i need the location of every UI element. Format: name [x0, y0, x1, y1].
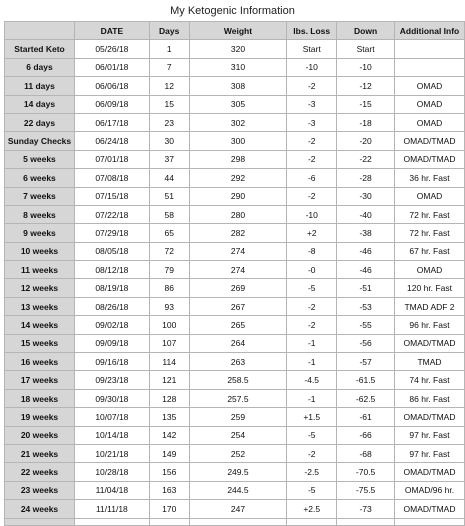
- down-cell: -18: [337, 113, 395, 131]
- date-cell: 07/15/18: [74, 187, 149, 205]
- date-cell: 08/19/18: [74, 279, 149, 297]
- blank-cell: [287, 518, 337, 525]
- down-cell: -55: [337, 316, 395, 334]
- date-cell: 11/11/18: [74, 500, 149, 518]
- date-cell: 10/28/18: [74, 463, 149, 481]
- days-cell: 86: [149, 279, 189, 297]
- loss-cell: -5: [287, 481, 337, 499]
- loss-cell: -0: [287, 261, 337, 279]
- loss-cell: -2.5: [287, 463, 337, 481]
- blank-cell: [189, 518, 287, 525]
- info-cell: [395, 40, 465, 58]
- down-cell: -46: [337, 261, 395, 279]
- days-cell: 1: [149, 40, 189, 58]
- down-cell: -61.5: [337, 371, 395, 389]
- table-row: [5, 334, 465, 352]
- weight-cell: 320: [189, 40, 287, 58]
- table-row: [5, 261, 465, 279]
- table-row: [5, 224, 465, 242]
- loss-cell: -2: [287, 187, 337, 205]
- date-cell: 07/08/18: [74, 169, 149, 187]
- weight-cell: 265: [189, 316, 287, 334]
- loss-cell: Start: [287, 40, 337, 58]
- weight-cell: 244.5: [189, 481, 287, 499]
- weight-cell: 300: [189, 132, 287, 150]
- down-cell: -10: [337, 58, 395, 76]
- down-cell: -15: [337, 95, 395, 113]
- date-cell: 11/04/18: [74, 481, 149, 499]
- row-label: 12 weeks: [5, 279, 75, 297]
- loss-cell: -5: [287, 279, 337, 297]
- loss-cell: -1: [287, 334, 337, 352]
- info-cell: 96 hr. Fast: [395, 316, 465, 334]
- table-row: [5, 389, 465, 407]
- loss-cell: -10: [287, 205, 337, 223]
- days-cell: 65: [149, 224, 189, 242]
- row-label: 11 days: [5, 77, 75, 95]
- row-label: Sunday Checks: [5, 132, 75, 150]
- date-cell: 06/17/18: [74, 113, 149, 131]
- row-label: 8 weeks: [5, 205, 75, 223]
- date-cell: 06/06/18: [74, 77, 149, 95]
- weight-cell: 263: [189, 353, 287, 371]
- date-cell: 08/12/18: [74, 261, 149, 279]
- blank-row: [5, 518, 465, 525]
- weight-cell: 252: [189, 444, 287, 462]
- days-cell: 149: [149, 444, 189, 462]
- header-row: [5, 22, 465, 40]
- row-label: 15 weeks: [5, 334, 75, 352]
- weight-cell: 308: [189, 77, 287, 95]
- info-cell: OMAD/TMAD: [395, 150, 465, 168]
- days-cell: 156: [149, 463, 189, 481]
- down-cell: -40: [337, 205, 395, 223]
- days-cell: 12: [149, 77, 189, 95]
- info-cell: 67 hr. Fast: [395, 242, 465, 260]
- table-row: [5, 205, 465, 223]
- days-cell: 79: [149, 261, 189, 279]
- days-cell: 7: [149, 58, 189, 76]
- info-cell: 120 hr. Fast: [395, 279, 465, 297]
- date-cell: 07/01/18: [74, 150, 149, 168]
- days-cell: 114: [149, 353, 189, 371]
- info-cell: OMAD/TMAD: [395, 463, 465, 481]
- weight-cell: 290: [189, 187, 287, 205]
- row-label: Started Keto: [5, 40, 75, 58]
- info-cell: OMAD/TMAD: [395, 500, 465, 518]
- table-row: [5, 316, 465, 334]
- info-cell: 97 hr. Fast: [395, 426, 465, 444]
- down-cell: -22: [337, 150, 395, 168]
- date-cell: 09/23/18: [74, 371, 149, 389]
- info-cell: TMAD ADF 2: [395, 297, 465, 315]
- date-cell: 09/09/18: [74, 334, 149, 352]
- loss-cell: -1: [287, 389, 337, 407]
- down-cell: -70.5: [337, 463, 395, 481]
- weight-cell: 247: [189, 500, 287, 518]
- days-cell: 142: [149, 426, 189, 444]
- row-label: 5 weeks: [5, 150, 75, 168]
- days-cell: 128: [149, 389, 189, 407]
- weight-log-table: [4, 21, 465, 526]
- days-cell: 30: [149, 132, 189, 150]
- weight-cell: 269: [189, 279, 287, 297]
- loss-cell: +2: [287, 224, 337, 242]
- loss-cell: -2: [287, 77, 337, 95]
- table-row: [5, 242, 465, 260]
- weight-cell: 274: [189, 242, 287, 260]
- table-row: [5, 481, 465, 499]
- days-cell: 100: [149, 316, 189, 334]
- loss-cell: -10: [287, 58, 337, 76]
- down-cell: -46: [337, 242, 395, 260]
- loss-cell: +1.5: [287, 408, 337, 426]
- days-cell: 37: [149, 150, 189, 168]
- corner-cell: [5, 22, 75, 40]
- weight-cell: 258.5: [189, 371, 287, 389]
- down-cell: -51: [337, 279, 395, 297]
- date-cell: 06/01/18: [74, 58, 149, 76]
- column-header-date: DATE: [74, 22, 149, 40]
- days-cell: 170: [149, 500, 189, 518]
- row-label: 14 weeks: [5, 316, 75, 334]
- table-row: [5, 426, 465, 444]
- date-cell: 06/24/18: [74, 132, 149, 150]
- down-cell: -38: [337, 224, 395, 242]
- table-row: [5, 187, 465, 205]
- row-label: 20 weeks: [5, 426, 75, 444]
- loss-cell: -5: [287, 426, 337, 444]
- days-cell: 23: [149, 113, 189, 131]
- weight-cell: 257.5: [189, 389, 287, 407]
- table-row: [5, 371, 465, 389]
- loss-cell: -1: [287, 353, 337, 371]
- loss-cell: -3: [287, 113, 337, 131]
- table-row: [5, 132, 465, 150]
- info-cell: 72 hr. Fast: [395, 224, 465, 242]
- table-row: [5, 408, 465, 426]
- table-row: [5, 444, 465, 462]
- down-cell: -30: [337, 187, 395, 205]
- loss-cell: -2: [287, 150, 337, 168]
- row-label: 6 weeks: [5, 169, 75, 187]
- date-cell: 07/22/18: [74, 205, 149, 223]
- days-cell: 15: [149, 95, 189, 113]
- info-cell: 86 hr. Fast: [395, 389, 465, 407]
- days-cell: 135: [149, 408, 189, 426]
- weight-cell: 264: [189, 334, 287, 352]
- date-cell: 10/21/18: [74, 444, 149, 462]
- loss-cell: -3: [287, 95, 337, 113]
- down-cell: -61: [337, 408, 395, 426]
- down-cell: -56: [337, 334, 395, 352]
- weight-cell: 298: [189, 150, 287, 168]
- row-label: 9 weeks: [5, 224, 75, 242]
- row-label: 17 weeks: [5, 371, 75, 389]
- date-cell: 09/16/18: [74, 353, 149, 371]
- info-cell: 36 hr. Fast: [395, 169, 465, 187]
- down-cell: -20: [337, 132, 395, 150]
- loss-cell: -2: [287, 132, 337, 150]
- days-cell: 44: [149, 169, 189, 187]
- weight-cell: 274: [189, 261, 287, 279]
- info-cell: OMAD/TMAD: [395, 334, 465, 352]
- column-header-info: Additional Info: [395, 22, 465, 40]
- loss-cell: +2.5: [287, 500, 337, 518]
- date-cell: 08/05/18: [74, 242, 149, 260]
- row-label: 23 weeks: [5, 481, 75, 499]
- weight-cell: 254: [189, 426, 287, 444]
- table-row: [5, 279, 465, 297]
- loss-cell: -2: [287, 297, 337, 315]
- loss-cell: -4.5: [287, 371, 337, 389]
- table-row: [5, 500, 465, 518]
- weight-cell: 249.5: [189, 463, 287, 481]
- row-label: 21 weeks: [5, 444, 75, 462]
- row-label: 6 days: [5, 58, 75, 76]
- blank-cell: [74, 518, 149, 525]
- date-cell: 09/02/18: [74, 316, 149, 334]
- down-cell: -62.5: [337, 389, 395, 407]
- blank-cell: [5, 518, 75, 525]
- loss-cell: -8: [287, 242, 337, 260]
- loss-cell: -2: [287, 316, 337, 334]
- page-title: My Ketogenic Information: [170, 5, 295, 17]
- down-cell: Start: [337, 40, 395, 58]
- down-cell: -12: [337, 77, 395, 95]
- blank-cell: [149, 518, 189, 525]
- info-cell: OMAD: [395, 261, 465, 279]
- info-cell: OMAD: [395, 187, 465, 205]
- info-cell: TMAD: [395, 353, 465, 371]
- row-label: 19 weeks: [5, 408, 75, 426]
- info-cell: 97 hr. Fast: [395, 444, 465, 462]
- info-cell: OMAD/TMAD: [395, 408, 465, 426]
- table-row: [5, 40, 465, 58]
- weight-cell: 292: [189, 169, 287, 187]
- row-label: 22 weeks: [5, 463, 75, 481]
- weight-cell: 305: [189, 95, 287, 113]
- info-cell: 72 hr. Fast: [395, 205, 465, 223]
- table-row: [5, 297, 465, 315]
- blank-cell: [395, 518, 465, 525]
- row-label: 22 days: [5, 113, 75, 131]
- column-header-down: Down: [337, 22, 395, 40]
- down-cell: -68: [337, 444, 395, 462]
- date-cell: 10/07/18: [74, 408, 149, 426]
- days-cell: 163: [149, 481, 189, 499]
- loss-cell: -6: [287, 169, 337, 187]
- date-cell: 08/26/18: [74, 297, 149, 315]
- info-cell: OMAD/TMAD: [395, 132, 465, 150]
- column-header-days: Days: [149, 22, 189, 40]
- date-cell: 10/14/18: [74, 426, 149, 444]
- table-row: [5, 353, 465, 371]
- weight-cell: 267: [189, 297, 287, 315]
- weight-cell: 280: [189, 205, 287, 223]
- column-header-loss: lbs. Loss: [287, 22, 337, 40]
- row-label: 10 weeks: [5, 242, 75, 260]
- date-cell: 05/26/18: [74, 40, 149, 58]
- column-header-weight: Weight: [189, 22, 287, 40]
- row-label: 16 weeks: [5, 353, 75, 371]
- table-row: [5, 463, 465, 481]
- weight-cell: 310: [189, 58, 287, 76]
- days-cell: 58: [149, 205, 189, 223]
- info-cell: [395, 58, 465, 76]
- down-cell: -53: [337, 297, 395, 315]
- days-cell: 121: [149, 371, 189, 389]
- loss-cell: -2: [287, 444, 337, 462]
- days-cell: 51: [149, 187, 189, 205]
- date-cell: 09/30/18: [74, 389, 149, 407]
- down-cell: -73: [337, 500, 395, 518]
- blank-cell: [337, 518, 395, 525]
- down-cell: -57: [337, 353, 395, 371]
- weight-cell: 282: [189, 224, 287, 242]
- info-cell: OMAD: [395, 95, 465, 113]
- down-cell: -75.5: [337, 481, 395, 499]
- date-cell: 07/29/18: [74, 224, 149, 242]
- table-row: [5, 150, 465, 168]
- table-row: [5, 77, 465, 95]
- table-row: [5, 169, 465, 187]
- days-cell: 72: [149, 242, 189, 260]
- down-cell: -28: [337, 169, 395, 187]
- weight-cell: 302: [189, 113, 287, 131]
- down-cell: -66: [337, 426, 395, 444]
- row-label: 11 weeks: [5, 261, 75, 279]
- row-label: 13 weeks: [5, 297, 75, 315]
- weight-cell: 259: [189, 408, 287, 426]
- row-label: 18 weeks: [5, 389, 75, 407]
- date-cell: 06/09/18: [74, 95, 149, 113]
- table-row: [5, 58, 465, 76]
- info-cell: OMAD: [395, 113, 465, 131]
- days-cell: 93: [149, 297, 189, 315]
- row-label: 24 weeks: [5, 500, 75, 518]
- row-label: 7 weeks: [5, 187, 75, 205]
- info-cell: OMAD: [395, 77, 465, 95]
- table-row: [5, 113, 465, 131]
- table-row: [5, 95, 465, 113]
- info-cell: 74 hr. Fast: [395, 371, 465, 389]
- row-label: 14 days: [5, 95, 75, 113]
- days-cell: 107: [149, 334, 189, 352]
- info-cell: OMAD/96 hr.: [395, 481, 465, 499]
